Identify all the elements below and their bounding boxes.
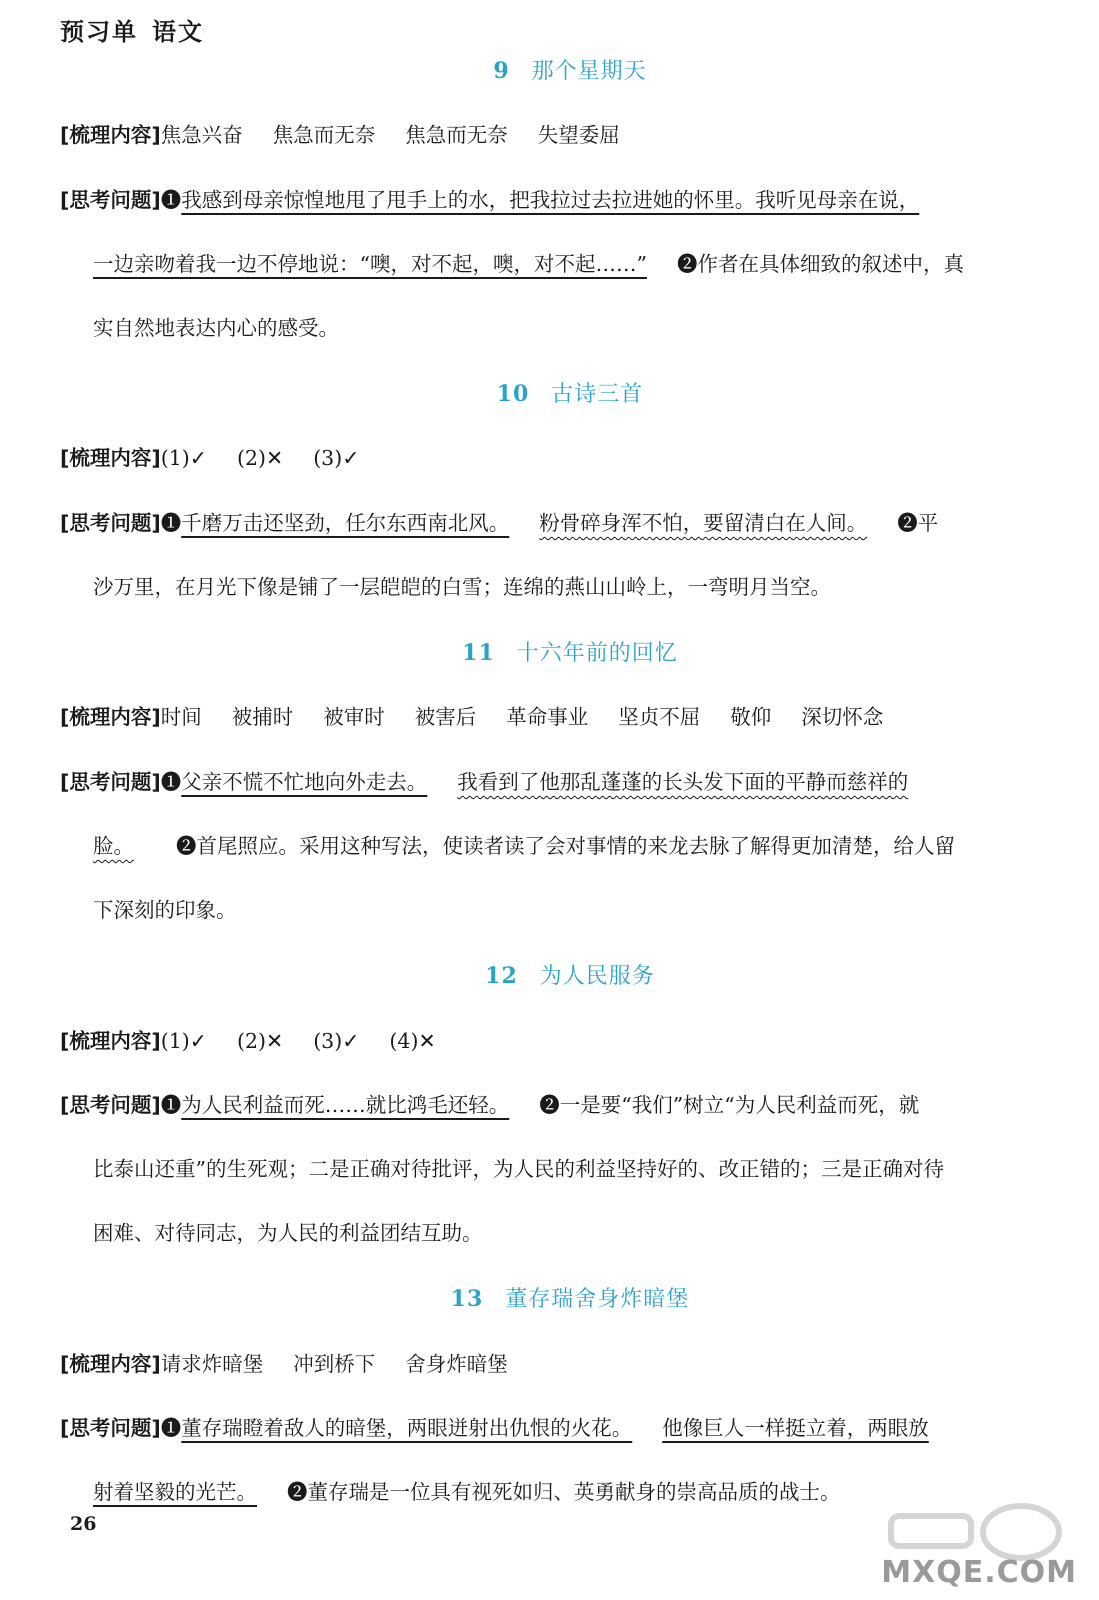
sort-content-12: [梳理内容](1)✓ (2)✕ (3)✓ (4)✕ xyxy=(60,1029,436,1053)
section-title-9: 9 那个星期天 xyxy=(493,58,647,84)
page-number: 26 xyxy=(70,1513,97,1535)
think-question-9-line3: 实自然地表达内心的感受。 xyxy=(93,316,339,340)
think-question-11-line2: 脸。 ❷首尾照应。采用这种写法，使读者读了会对事情的来龙去脉了解得更加清楚，给人留 xyxy=(93,834,955,858)
section-title-10: 10 古诗三首 xyxy=(496,381,644,407)
section-title-11: 11 十六年前的回忆 xyxy=(462,640,678,666)
sort-content-10: [梳理内容](1)✓ (2)✕ (3)✓ xyxy=(60,446,360,470)
think-question-11-line3: 下深刻的印象。 xyxy=(93,898,237,922)
section-title-13: 13 董存瑞舍身炸暗堡 xyxy=(450,1286,690,1312)
page-header xyxy=(60,12,218,47)
think-question-12-line2: 比泰山还重”的生死观；二是正确对待批评，为人民的利益坚持好的、改正错的；三是正确对待 xyxy=(93,1157,944,1181)
think-question-12-line3: 困难、对待同志，为人民的利益团结互助。 xyxy=(93,1221,483,1245)
sort-content-9: [梳理内容]焦急兴奋 焦急而无奈 焦急而无奈 失望委屈 xyxy=(60,123,620,147)
think-question-12: [思考问题]❶为人民利益而死……就比鸿毛还轻。 ❷一是要“我们”树立“为人民利益而死，就 xyxy=(60,1093,920,1117)
think-question-9: [思考问题]❶我感到母亲惊惶地甩了甩手上的水，把我拉过去拉进她的怀里。我听见母亲在说， xyxy=(60,188,920,212)
think-question-11: [思考问题]❶父亲不慌不忙地向外走去。 我看到了他那乱蓬蓬的长头发下面的平静而慈祥的 xyxy=(60,770,909,794)
sort-content-11: [梳理内容]时间 被捕时 被审时 被害后 革命事业 坚贞不屈 敬仰 深切怀念 xyxy=(60,705,884,729)
book-title: 预习单 xyxy=(60,18,138,46)
think-question-13-line2: 射着坚毅的光芒。 ❷董存瑞是一位具有视死如归、英勇献身的崇高品质的战士。 xyxy=(93,1480,841,1504)
section-title-12: 12 为人民服务 xyxy=(485,963,655,989)
think-question-10-line2: 沙万里，在月光下像是铺了一层皑皑的白雪；连绵的燕山山岭上，一弯明月当空。 xyxy=(93,575,831,599)
watermark-text: MXQE.COM xyxy=(881,1555,1077,1590)
subject-title: 语文 xyxy=(152,18,204,46)
think-question-10: [思考问题]❶千磨万击还坚劲，任尔东西南北风。 粉骨碎身浑不怕，要留清白在人间。 ❷平 xyxy=(60,511,939,535)
think-question-9-line2: 一边亲吻着我一边不停地说：“噢，对不起，噢，对不起……” ❷作者在具体细致的叙述中，真 xyxy=(93,252,964,276)
think-question-13: [思考问题]❶董存瑞瞪着敌人的暗堡，两眼迸射出仇恨的火花。 他像巨人一样挺立着，两眼放 xyxy=(60,1416,929,1440)
sort-content-13: [梳理内容]请求炸暗堡 冲到桥下 舍身炸暗堡 xyxy=(60,1352,508,1376)
